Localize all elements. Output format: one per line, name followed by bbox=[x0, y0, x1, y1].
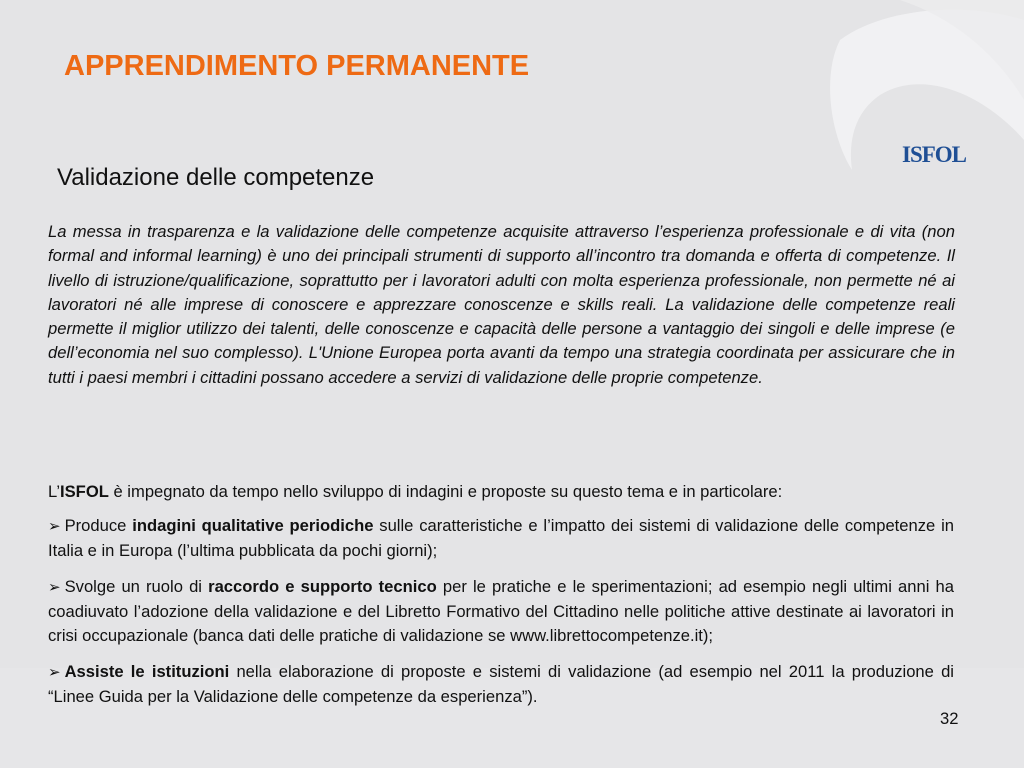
bullet-text: sulle caratteristiche e l’impatto dei sistemi di validazione delle competenze in Italia e in Europa (l’ultima pubblicata da pochi giorni); bbox=[48, 516, 955, 560]
bullet-text: nella elaborazione di proposte e sistemi di validazione (ad esempio nel 2011 la produzione di “Linee Guida per la Validazione delle competenze da esperienza”). bbox=[48, 662, 954, 706]
arrow-bullet-icon: ➢ bbox=[48, 518, 61, 535]
lead-org-name: ISFOL bbox=[60, 482, 109, 501]
intro-paragraph: La messa in trasparenza e la validazione delle competenze acquisite attraverso l’esperienza professionale e di vita (non formal and informal learning) è uno dei principali strumenti di supporto all’incontro tra domanda e offerta di competenze. Il livello di istruzione/qualificazione, soprattutto per i lavoratori adulti con molta esperienza professionale, non permette né ai lavoratori né alle imprese di conoscere e apprezzare conoscenze e skills reali. La validazione delle competenze reali permette il miglior utilizzo dei talenti, delle conoscenze e capacità delle persone a vantaggio dei singoli e delle imprese (e dell’economia nel suo complesso). L'Unione Europea porta avanti da tempo una strategia coordinata per assicurare che in tutti i paesi membri i cittadini possano accedere a servizi di validazione delle proprie competenze. bbox=[48, 222, 955, 387]
bullet-text: Svolge un ruolo di bbox=[64, 577, 209, 596]
arrow-bullet-icon: ➢ bbox=[48, 579, 61, 596]
bullet-text: Produce bbox=[64, 516, 133, 535]
bullet-text: per le pratiche e le sperimentazioni; ad esempio negli ultimi anni ha coadiuvato l’adozione della validazione e del Libretto Formativo del Cittadino nelle politiche attive destinate ai lavoratori in crisi occupazionale (banca dati delle pratiche di validazione se www.librettocompetenze.it); bbox=[48, 577, 955, 645]
lead-text: è impegnato da tempo nello sviluppo di indagini e proposte su questo tema e in particolare: bbox=[108, 482, 783, 501]
lead-sentence bbox=[48, 480, 958, 504]
list-item bbox=[48, 660, 954, 709]
lead-prefix: L’ bbox=[48, 482, 60, 501]
bullet-bold-text: indagini qualitative periodiche bbox=[132, 516, 374, 535]
bullet-bold-text: Assiste le istituzioni bbox=[64, 662, 230, 681]
list-item bbox=[48, 575, 954, 648]
list-item bbox=[48, 514, 954, 563]
page-number: 32 bbox=[940, 709, 959, 728]
slide-title: APPRENDIMENTO PERMANENTE bbox=[64, 50, 530, 82]
isfol-logo: ISFOL bbox=[902, 142, 967, 167]
slide-subtitle: Validazione delle competenze bbox=[57, 164, 375, 191]
bullet-bold-text: raccordo e supporto tecnico bbox=[208, 577, 437, 596]
arrow-bullet-icon: ➢ bbox=[48, 664, 61, 681]
bullet-list bbox=[48, 514, 954, 721]
